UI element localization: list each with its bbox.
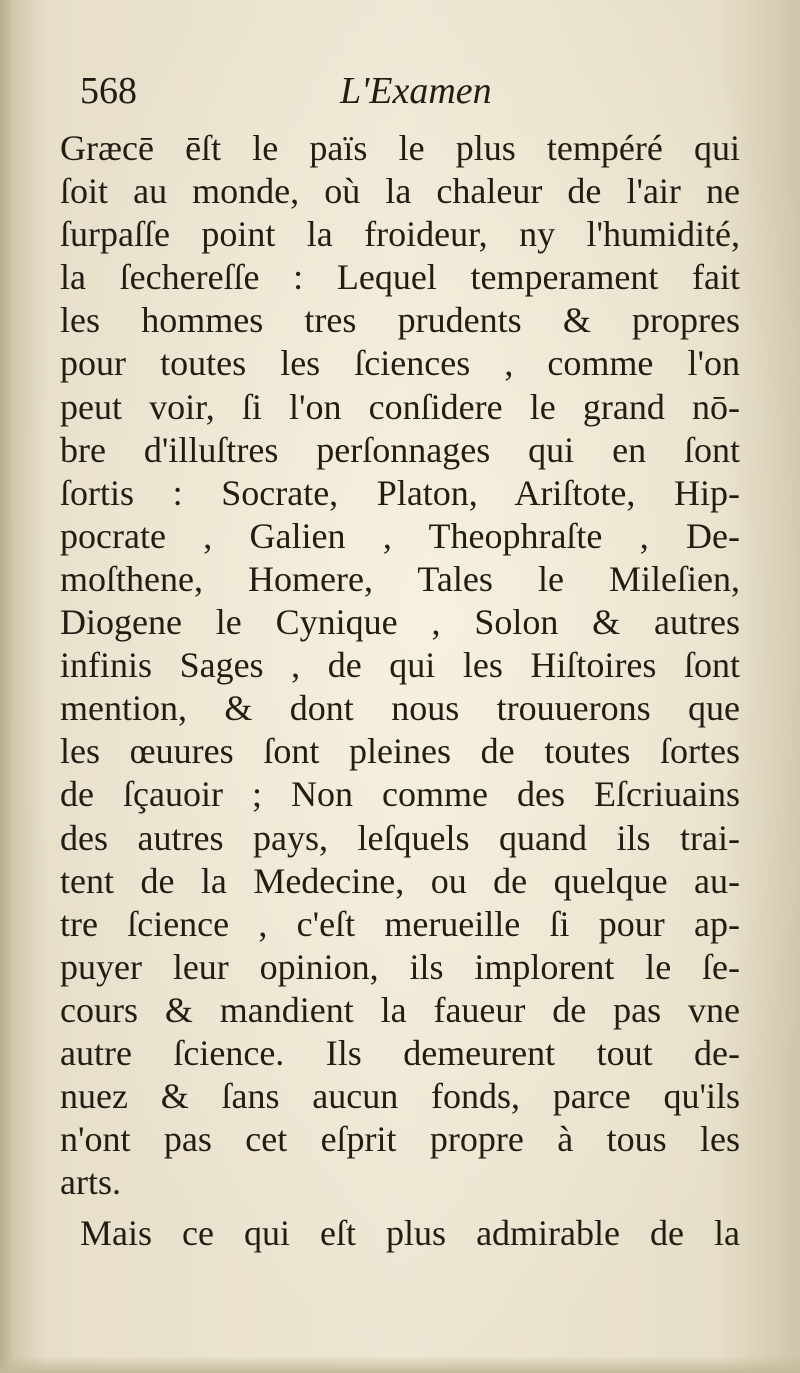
text-line: Græcē ēſt le païs le plus tempéré qui [60,128,740,168]
text-line: tre ſcience , c'eſt merueille ſi pour ap- [60,903,740,944]
text-line: n'ont pas cet eſprit propre à tous les [60,1119,740,1160]
text-line: Diogene le Cynique , Solon & autres [60,602,740,643]
text-line: peut voir, ſi l'on conſidere le grand nō- [60,386,740,427]
page-header [80,64,760,118]
text-line: de ſçauoir ; Non comme des Eſcriuains [60,774,740,815]
text-line: ſortis : Socrate, Platon, Ariſtote, Hip- [60,472,740,513]
page-number: 568 [80,70,137,112]
paragraph-end-line: arts. [60,1162,121,1203]
text-line: ſoit au monde, où la chaleur de l'air ne [60,171,740,212]
text-line: pour toutes les ſciences , comme l'on [60,343,740,384]
text-line: infinis Sages , de qui les Hiſtoires ſont [60,645,740,686]
text-line: bre d'illuſtres perſonnages qui en ſont [60,429,740,470]
text-line: pocrate , Galien , Theophraſte , De- [60,515,740,556]
text-line: puyer leur opinion, ils implorent le ſe- [60,946,740,987]
text-line: autre ſcience. Ils demeurent tout de- [60,1032,740,1073]
text-line: tent de la Medecine, ou de quelque au- [60,860,740,901]
page-gutter-shadow [0,0,14,1373]
text-line: les hommes tres prudents & propres [60,300,740,341]
text-line: cours & mandient la faueur de pas vne [60,989,740,1030]
text-line: nuez & ſans aucun fonds, parce qu'ils [60,1076,740,1117]
text-line: mention, & dont nous trouuerons que [60,688,740,729]
page-bottom-edge [0,1356,800,1373]
paragraph-start-line: Mais ce qui eſt plus admirable de la [80,1213,740,1254]
text-line: ſurpaſſe point la froideur, ny l'humidité, [60,214,740,255]
text-line: la ſechereſſe : Lequel temperament fait [60,257,740,298]
running-title: L'Examen [340,70,492,112]
text-line: des autres pays, leſquels quand ils trai- [60,817,740,858]
text-line: les œuures ſont pleines de toutes ſortes [60,731,740,772]
text-line: moſthene, Homere, Tales le Mileſien, [60,558,740,599]
body-text [60,127,740,1255]
